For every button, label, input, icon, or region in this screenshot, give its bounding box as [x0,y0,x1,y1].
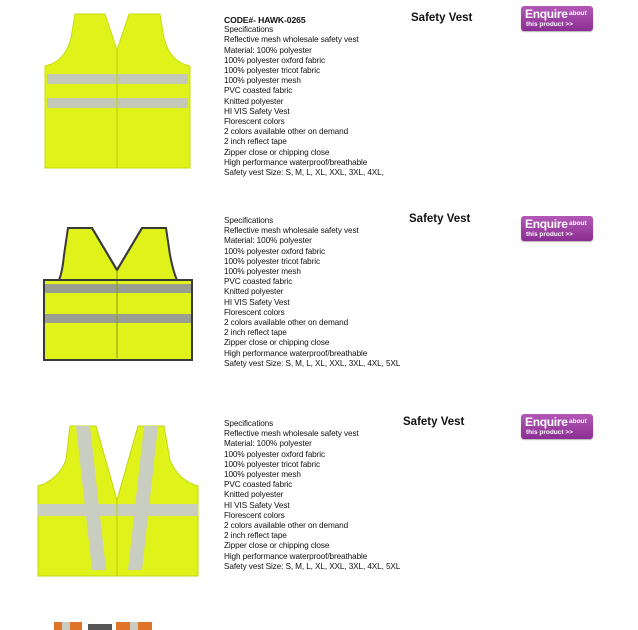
safety-vest-image-partial [50,620,160,630]
spec-list: CODE#- HAWK-0265 Specifications Reflective mesh wholesale safety vest Material: 100% polyester 100% polyester oxford fabric 100% polyester tricot fabric 100% polyester mesh PVC coasted fabric Knitted polyester HI VIS Safety Vest Florescent colors 2 colors available other on demand 2 inch reflect tape Zipper close or chipping close High performance waterproof/breathable Safety vest Size: S, M, L, XL, XXL, 3XL, 4XL, [224,15,384,178]
product-title: Safety Vest [409,213,471,225]
enquire-button[interactable]: Enquire about this product >> [521,6,593,31]
safety-vest-image [30,10,205,180]
product-title: Safety Vest [403,416,465,428]
spec-list: Specifications Reflective mesh wholesale safety vest Material: 100% polyester 100% polyester oxford fabric 100% polyester tricot fabric 100% polyester mesh PVC coasted fabric Knitted polyester HI VIS Safety Vest Florescent colors 2 colors available other on demand 2 inch reflect tape Zipper close or chipping close High performance waterproof/breathable Safety vest Size: S, M, L, XL, XXL, 3XL, 4XL, 5XL [224,216,401,368]
enquire-button[interactable]: Enquire about this product >> [521,216,593,241]
enquire-button[interactable]: Enquire about this product >> [521,414,593,439]
spec-list: Specifications Reflective mesh wholesale safety vest Material: 100% polyester 100% polyester oxford fabric 100% polyester tricot fabric 100% polyester mesh PVC coasted fabric Knitted polyester HI VIS Safety Vest Florescent colors 2 colors available other on demand 2 inch reflect tape Zipper close or chipping close High performance waterproof/breathable Safety vest Size: S, M, L, XL, XXL, 3XL, 4XL, 5XL [224,419,401,571]
safety-vest-image [30,220,205,390]
safety-vest-image [30,420,205,590]
product-title: Safety Vest [411,12,473,24]
product-code: CODE#- HAWK-0265 [224,15,306,25]
